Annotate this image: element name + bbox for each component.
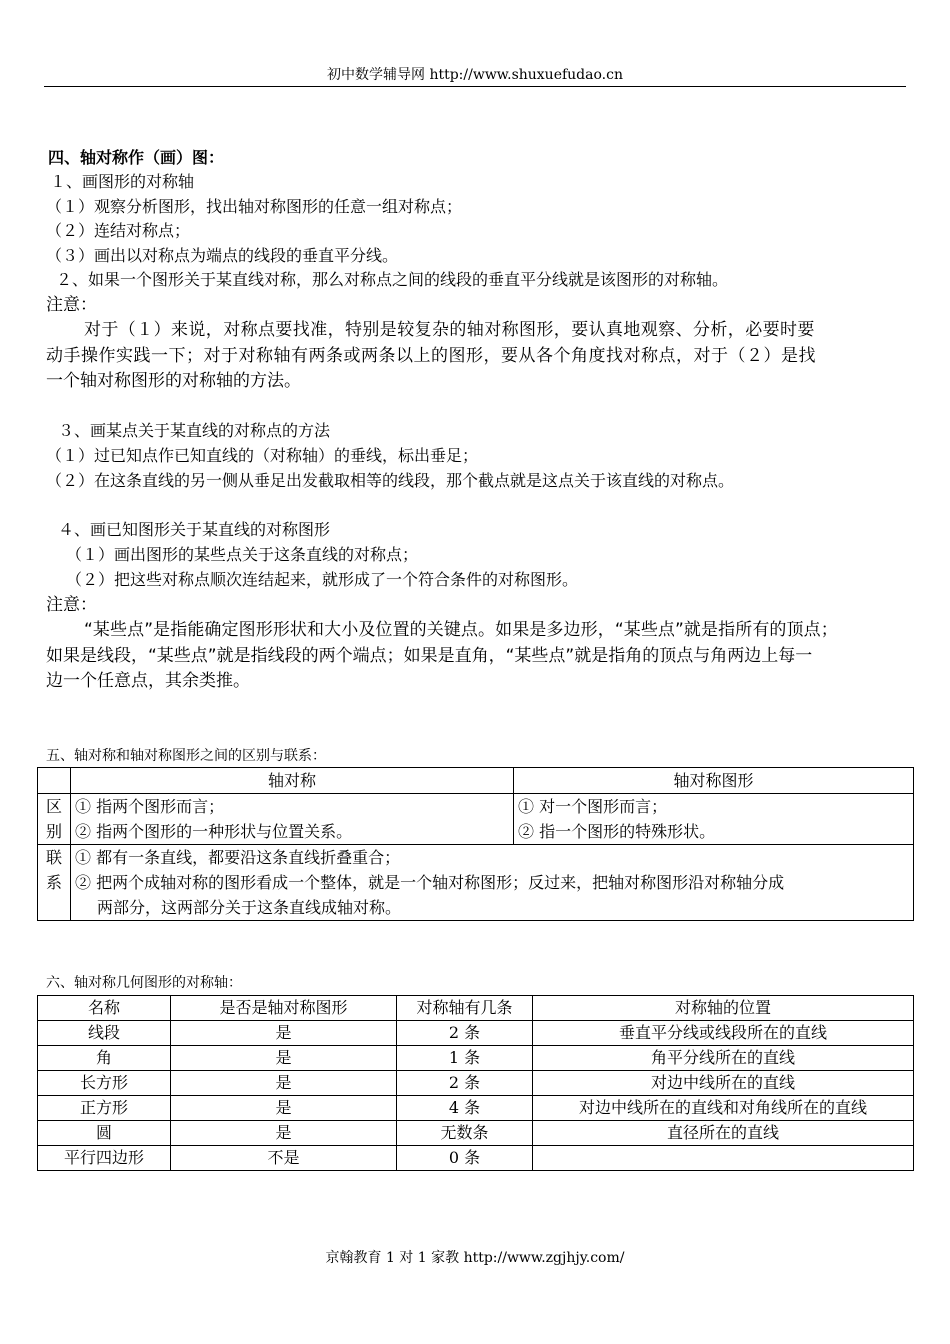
table-row: 正方形 是 4 条 对边中线所在的直线和对角线所在的直线 [38,1096,914,1121]
item-3-step-2: （２）在这条直线的另一侧从垂足出发截取相等的线段，那个截点就是这点关于该直线的对称点。 [46,471,735,490]
item-2: ２、如果一个图形关于某直线对称，那么对称点之间的线段的垂直平分线就是该图形的对称轴。 [56,270,729,289]
difference-symmetric-figure: ① 对一个图形而言； ② 指一个图形的特殊形状。 [514,794,914,845]
item-1-step-1: （１）观察分析图形，找出轴对称图形的任意一组对称点； [46,197,463,216]
note-1-label: 注意： [46,295,97,315]
note-2-line-3: 边一个任意点，其余类推。 [46,671,250,691]
header-axis-count: 对称轴有几条 [397,996,533,1021]
table-row: 角 是 1 条 角平分线所在的直线 [38,1046,914,1071]
note-2-line-1: “某些点”是指能确定图形形状和大小及位置的关键点。如果是多边形，“某些点”就是指所有的顶点； [84,620,838,640]
difference-label: 区 别 [38,794,71,845]
item-4: ４、画已知图形关于某直线的对称图形 [58,520,331,539]
table-row: 长方形 是 2 条 对边中线所在的直线 [38,1071,914,1096]
note-1-line-2: 动手操作实践一下；对于对称轴有两条或两条以上的图形，要从各个角度找对称点，对于（２）是找 [46,346,816,366]
item-4-step-2: （２）把这些对称点顺次连结起来，就形成了一个符合条件的对称图形。 [66,570,579,589]
note-2-line-2: 如果是线段，“某些点”就是指线段的两个端点；如果是直角，“某些点”就是指角的顶点与角两边上每一 [46,646,813,666]
col-header-symmetric-figure: 轴对称图形 [514,768,914,794]
page-footer: 京翰教育 1 对 1 家教 http://www.zgjhjy.com/ [325,1250,625,1266]
item-3-step-1: （１）过已知点作已知直线的（对称轴）的垂线，标出垂足； [46,446,479,465]
header-rule [44,86,906,87]
item-1-step-2: （２）连结对称点； [46,221,191,240]
note-1-line-3: 一个轴对称图形的对称轴的方法。 [46,371,301,391]
header-is-symmetric: 是否是轴对称图形 [171,996,397,1021]
header-name: 名称 [38,996,171,1021]
section-6-title: 六、轴对称几何图形的对称轴： [46,975,242,991]
table-row: 平行四边形 不是 0 条 [38,1146,914,1171]
item-3: ３、画某点关于某直线的对称点的方法 [58,421,331,440]
note-1-line-1: 对于（１）来说，对称点要找准，特别是较复杂的轴对称图形，要认真地观察、分析，必要时要 [84,320,815,340]
connection-label: 联 系 [38,845,71,921]
connection-content: ① 都有一条直线，都要沿这条直线折叠重合； ② 把两个成轴对称的图形看成一个整体，就是一个轴对称图形；反过来，把轴对称图形沿对称轴分成 两部分，这两部分关于这条直线成轴对称。 [71,845,914,921]
section-5-title: 五、轴对称和轴对称图形之间的区别与联系： [46,748,326,764]
axis-table [37,995,914,1171]
table-row: 圆 是 无数条 直径所在的直线 [38,1121,914,1146]
item-1-step-3: （３）画出以对称点为端点的线段的垂直平分线。 [46,246,399,265]
header-axis-position: 对称轴的位置 [533,996,914,1021]
comparison-table [37,767,914,921]
table-row: 线段 是 2 条 垂直平分线或线段所在的直线 [38,1021,914,1046]
item-4-step-1: （１）画出图形的某些点关于这条直线的对称点； [66,545,419,564]
item-1: １、画图形的对称轴 [50,172,195,191]
note-2-label: 注意： [46,595,97,615]
difference-axial-symmetry: ① 指两个图形而言； ② 指两个图形的一种形状与位置关系。 [71,794,514,845]
col-header-axial-symmetry: 轴对称 [71,768,514,794]
page-header: 初中数学辅导网 http://www.shuxuefudao.cn [327,67,623,83]
section-4-title: 四、轴对称作（画）图： [48,148,225,167]
